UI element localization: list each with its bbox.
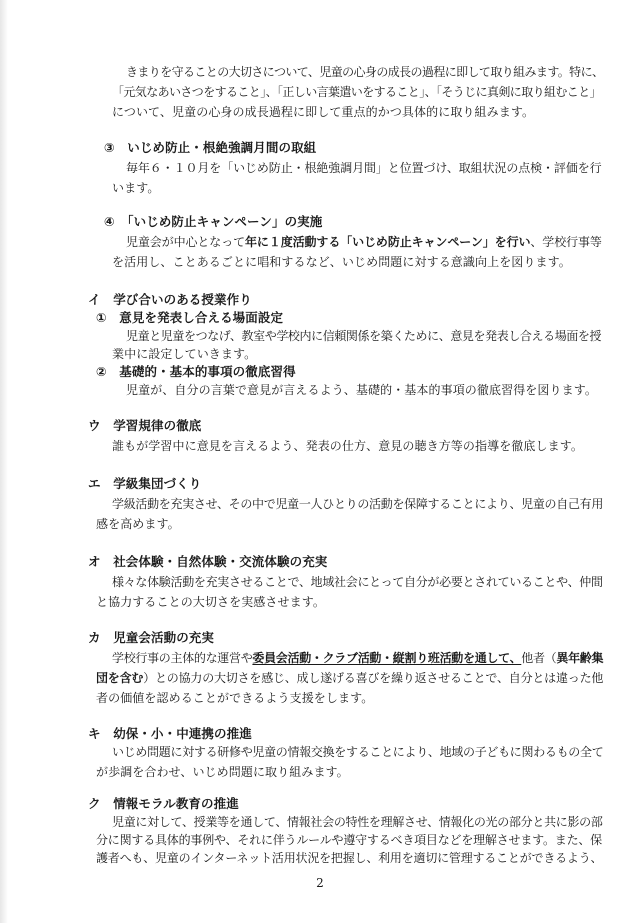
- text-line: 護者へも、児童のインターネット活用状況を把握し、利用を適切に管理することができるよう、: [96, 851, 603, 865]
- section-heading: ウ 学習規律の徹底: [88, 418, 202, 433]
- text-line: 毎年６・１０月を「いじめ防止・根絶強調月間」と位置づけ、取組状況の点検・評価を行: [126, 161, 602, 175]
- text-line: 学校行事の主体的な運営や委員会活動・クラブ活動・縦割り班活動を通して、他者（異年齢集: [112, 651, 604, 665]
- subsection-heading: ① 意見を発表し合える場面設定: [96, 310, 284, 325]
- text-line: 学級活動を充実させ、その中で児童一人ひとりの活動を保障することにより、児童の自己有用: [112, 497, 604, 511]
- page-number: 2: [316, 876, 324, 890]
- text-line: います。: [112, 181, 160, 195]
- text-line: 児童と児童をつなげ、教室や学校内に信頼関係を築くために、意見を発表し合える場面を授: [126, 329, 602, 343]
- section-heading: エ 学級集団づくり: [88, 476, 202, 491]
- section-heading: イ 学び合いのある授業作り: [88, 292, 252, 307]
- text-line: 児童会が中心となって年に１度活動する「いじめ防止キャンペーン」を行い、学校行事等: [126, 235, 602, 249]
- text-line: きまりを守ることの大切さについて、児童の心身の成長の過程に即して取り組みます。特に、: [126, 65, 604, 79]
- text-line: 「元気なあいさつをすること」、「正しい言葉遣いをすること」、「そうじに真剣に取り組むこと」: [112, 85, 602, 99]
- text-line: と協力することの大切さを実感させます。: [96, 595, 325, 609]
- text-line: 者の価値を認めることができるよう支援をします。: [96, 691, 374, 705]
- section-heading: カ 児童会活動の充実: [88, 630, 215, 645]
- text-line: 様々な体験活動を充実させることで、地域社会にとって自分が必要とされていることや、仲間: [112, 575, 603, 589]
- text-line: を活用し、ことあるごとに唱和するなど、いじめ問題に対する意識向上を図ります。: [112, 255, 571, 269]
- text-line: について、児童の心身の成長過程に即して重点的かつ具体的に取り組みます。: [112, 105, 535, 119]
- section-heading: ④ 「いじめ防止キャンペーン」の実施: [104, 214, 323, 229]
- text-line: 分に関する具体的事例や、それに伴うルールや遵守するべき項目などを理解させます。また、保: [96, 833, 602, 847]
- text-line: 児童に対して、授業等を通して、情報社会の特性を理解させ、情報化の光の部分と共に影の部: [112, 815, 603, 829]
- section-heading: キ 幼保・小・中連携の推進: [88, 726, 252, 741]
- text-line: 児童が、自分の言葉で意見が言えるよう、基礎的・基本的事項の徹底習得を図ります。: [126, 383, 597, 397]
- text-line: 誰もが学習中に意見を言えるよう、発表の仕方、意見の聴き方等の指導を徹底します。: [112, 439, 583, 453]
- text-line: いじめ問題に対する研修や児童の情報交換をすることにより、地域の子どもに関わるもの全て: [112, 745, 604, 759]
- text-line: 感を高めます。: [96, 517, 180, 531]
- subsection-heading: ② 基礎的・基本的事項の徹底習得: [96, 364, 296, 379]
- text-line: が歩調を合わせ、いじめ問題に取り組みます。: [96, 765, 349, 779]
- text-line: 業中に設定していきます。: [112, 347, 257, 361]
- section-heading: ク 情報モラル教育の推進: [88, 796, 239, 811]
- text-line: 団を含む）との協力の大切さを感じ、成し遂げる喜びを繰り返させることで、自分とは違った他: [96, 671, 604, 685]
- section-heading: ③ いじめ防止・根絶強調月間の取組: [104, 140, 317, 155]
- scan-edge-shadow: [0, 0, 8, 923]
- section-heading: オ 社会体験・自然体験・交流体験の充実: [88, 554, 328, 569]
